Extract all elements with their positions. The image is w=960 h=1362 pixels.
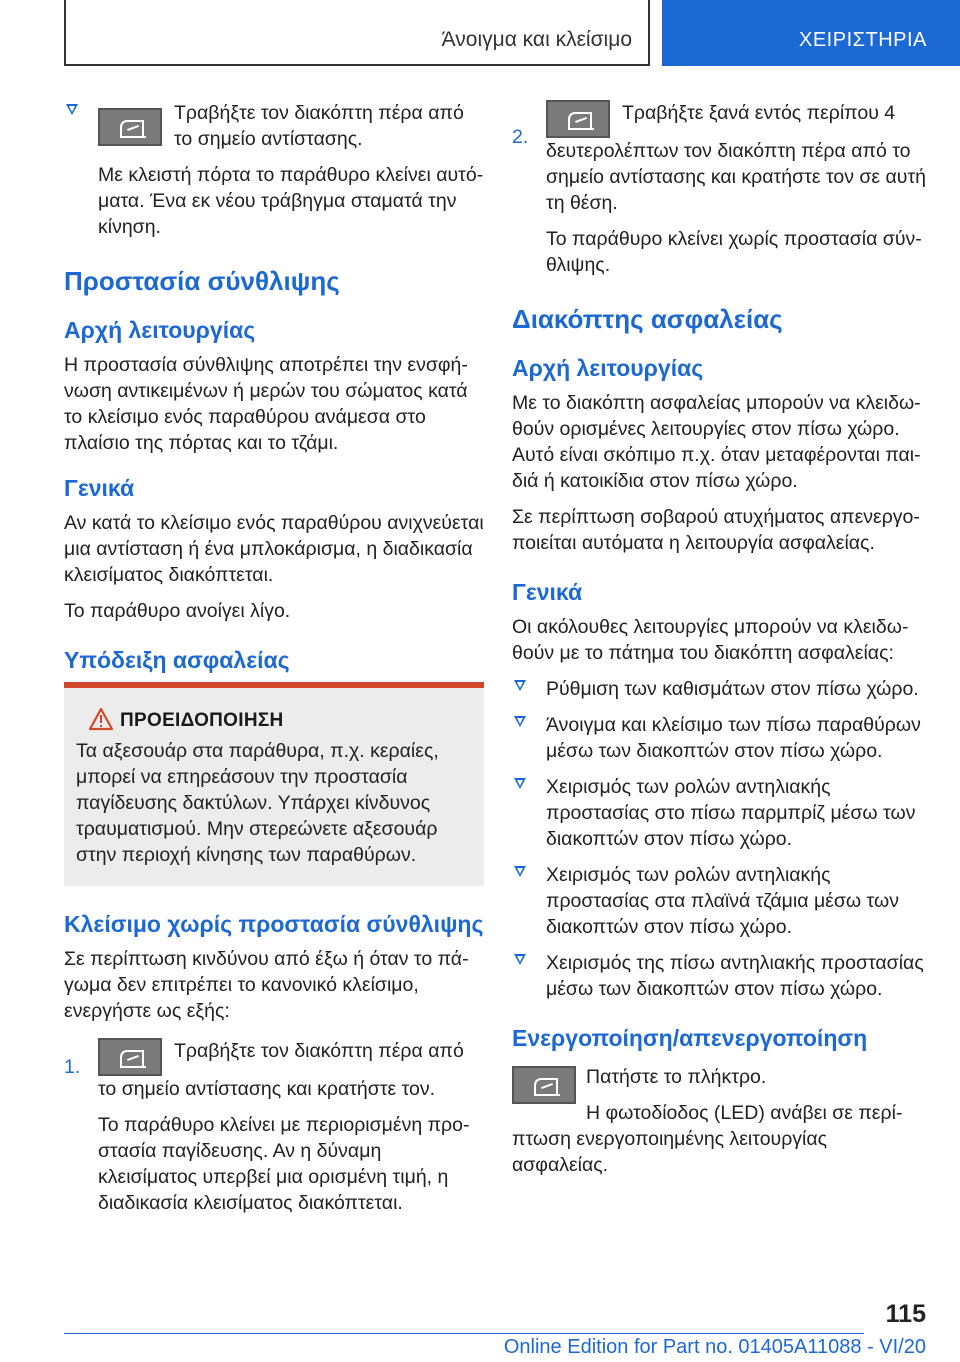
heading-safety-switch: Διακόπτης ασφαλείας	[512, 304, 783, 334]
bullet-text: Τραβήξτε τον διακόπτη πέρα από το σημείο αντίστασης.	[174, 102, 464, 150]
step-item	[64, 1038, 484, 1216]
footer-edition: Online Edition for Part no. 01405A11088 - VI/20	[503, 1336, 926, 1358]
window-switch-icon	[512, 1066, 576, 1104]
list-item-text: Χειρισμός των ρολών αντηλιακής προστασίας στα πλαϊνά τζάμια μέσω των διακοπτών στον πίσω χώρο.	[546, 864, 899, 938]
list-item-text: Άνοιγμα και κλείσιμο των πίσω παραθύρων μέσω των διακοπτών στον πίσω χώρο.	[546, 714, 921, 762]
list-item	[512, 774, 926, 852]
principle-text-1: Με το διακόπτη ασφαλείας μπορούν να κλειδωθούν ορισμένες λειτουργίες στον πίσω χώρο. Αυτό είναι σκόπιμο π.χ. όταν μεταφέρονται παιδιά ή κατοικίδια στον πίσω χώρο.	[512, 392, 921, 492]
heading-closing-without-protection: Κλείσιμο χωρίς προστασία σύνθλιψης	[64, 911, 484, 937]
list-item	[64, 100, 484, 240]
list-item-text: Ρύθμιση των καθισμάτων στον πίσω χώρο.	[546, 678, 919, 700]
window-switch-icon	[98, 108, 162, 146]
step-note: Το παράθυρο κλείνει με περιορισμένη προστασία παγίδευσης. Αν η δύναμη κλεισίματος υπερβεί μια ορισμένη τιμή, η διαδικασία κλεισίματος διακόπτεται.	[98, 1114, 470, 1214]
page-number: 115	[885, 1300, 926, 1328]
bullet-triangle-icon	[514, 778, 526, 789]
bullet-triangle-icon	[514, 954, 526, 965]
section-title: Άνοιγμα και κλείσιμο	[441, 28, 632, 51]
bullet-triangle-icon	[514, 716, 526, 727]
warning-triangle-icon	[88, 707, 114, 731]
left-column	[64, 100, 484, 1226]
toggle-text-2: Η φωτοδίοδος (LED) ανάβει σε περίπτωση ενεργοποιημένης λειτουργίας ασφαλείας.	[512, 1102, 903, 1176]
step-number: 1.	[64, 1056, 81, 1078]
warning-text: Τα αξεσουάρ στα παράθυρα, π.χ. κεραίες, μπορεί να επηρεάσουν την προστασία παγίδευσης δακτύλων. Υπάρχει κίνδυνος τραυματισμού. Μην στερεώνετε αξεσουάρ στην περιοχή κίνησης των παραθύρων.	[76, 740, 439, 866]
closing-text: Σε περίπτωση κινδύνου από έξω ή όταν το πάγωμα δεν επιτρέπει το κανονικό κλείσιμο, ενεργήστε ως εξής:	[64, 948, 469, 1022]
warning-title: ΠΡΟΕΙΔΟΠΟΙΗΣΗ	[120, 710, 284, 731]
list-item-text: Χειρισμός της πίσω αντηλιακής προστασίας μέσω των διακοπτών στον πίσω χώρο.	[546, 952, 924, 1000]
footer-rule	[64, 1333, 864, 1334]
toggle-block	[512, 1064, 926, 1178]
general-text-1: Αν κατά το κλείσιμο ενός παραθύρου ανιχνεύεται μια αντίσταση ή ένα μπλοκάρισμα, η διαδικασία κλεισίματος διακόπτεται.	[64, 512, 484, 586]
chapter-tab-label: ΧΕΙΡΙΣΤΗΡΙΑ	[799, 29, 927, 51]
warning-heading	[76, 710, 472, 732]
heading-general: Γενικά	[64, 475, 135, 501]
bullet-note: Με κλειστή πόρτα το παράθυρο κλείνει αυτόματα. Ένα εκ νέου τράβηγμα σταματά την κίνηση.	[98, 164, 484, 238]
header-box	[64, 0, 650, 66]
step-note: Το παράθυρο κλείνει χωρίς προστασία σύνθλιψης.	[546, 228, 922, 276]
right-column	[512, 100, 926, 1188]
step-text: Τραβήξτε τον διακόπτη πέρα από το σημείο αντίστασης και κρατήστε τον.	[98, 1040, 464, 1100]
step-text: Τραβήξτε ξανά εντός περίπου 4 δευτερολέπτων τον διακόπτη πέρα από το σημείο αντίστασης και κρατήστε τον σε αυτή τη θέση.	[546, 102, 927, 214]
chapter-tab	[662, 0, 960, 66]
heading-activate-deactivate: Ενεργοποίηση/απενεργοποίηση	[512, 1025, 868, 1051]
general-text-2: Το παράθυρο ανοίγει λίγο.	[64, 600, 291, 622]
bullet-triangle-icon	[66, 104, 78, 115]
list-item-text: Χειρισμός των ρολών αντηλιακής προστασίας στο πίσω παρμπρίζ μέσω των διακοπτών στον πίσω χώρο.	[546, 776, 916, 850]
heading-safety-note: Υπόδειξη ασφαλείας	[64, 647, 290, 673]
general-text: Οι ακόλουθες λειτουργίες μπορούν να κλειδωθούν με το πάτημα του διακόπτη ασφαλείας:	[512, 616, 909, 664]
principle-text: Η προστασία σύνθλιψης αποτρέπει την ενσφήνωση αντικειμένων ή μερών του σώματος κατά το κλείσιμο ενός παραθύρου ανάμεσα στο πλαίσιο της πόρτας και το τζάμι.	[64, 354, 468, 454]
heading-pinch-protection: Προστασία σύνθλιψης	[64, 266, 340, 296]
principle-text-2: Σε περίπτωση σοβαρού ατυχήματος απενεργοποιείται αυτόματα η λειτουργία ασφαλείας.	[512, 506, 920, 554]
list-item	[512, 676, 926, 702]
heading-general: Γενικά	[512, 579, 583, 605]
toggle-text-1: Πατήστε το πλήκτρο.	[586, 1066, 767, 1088]
list-item	[512, 712, 926, 764]
heading-principle: Αρχή λειτουργίας	[64, 317, 256, 343]
window-switch-icon	[98, 1038, 162, 1076]
step-number: 2.	[512, 126, 529, 148]
heading-principle: Αρχή λειτουργίας	[512, 355, 704, 381]
list-item	[512, 862, 926, 940]
bullet-triangle-icon	[514, 680, 526, 691]
window-switch-icon	[546, 100, 610, 138]
bullet-triangle-icon	[514, 866, 526, 877]
list-item	[512, 950, 926, 1002]
warning-box	[64, 688, 484, 886]
step-item	[512, 100, 926, 278]
